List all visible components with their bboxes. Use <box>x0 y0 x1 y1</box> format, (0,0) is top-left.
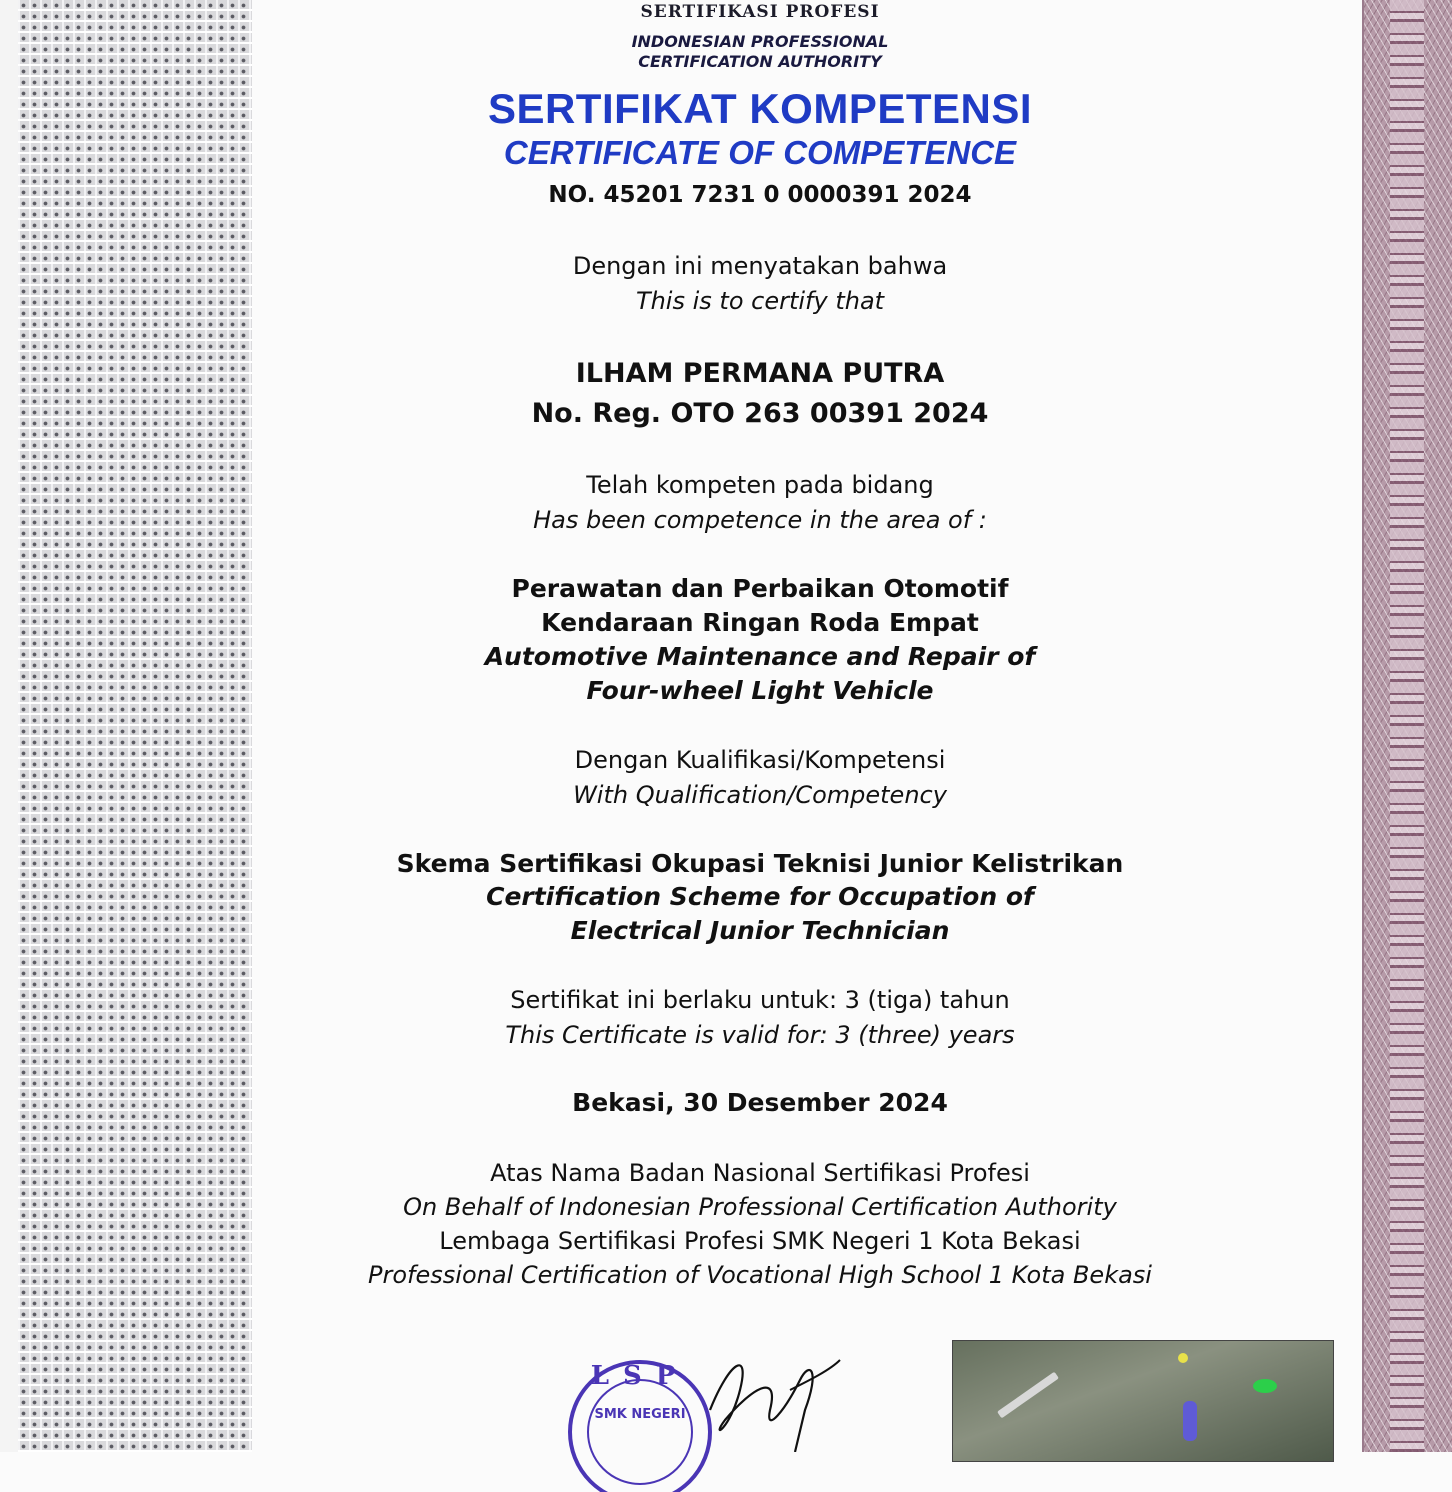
issuer-name-en-line1: INDONESIAN PROFESSIONAL <box>631 32 889 51</box>
behalf-text-en: On Behalf of Indonesian Professional Certification Authority <box>403 1193 1117 1221</box>
certificate-number: NO. 45201 7231 0 0000391 2024 <box>548 182 972 208</box>
certify-text-en: This is to certify that <box>635 287 885 315</box>
holder-photo <box>952 1340 1334 1462</box>
qualification-scheme-en-line2: Electrical Junior Technician <box>570 916 950 945</box>
photo-detail <box>1253 1379 1277 1393</box>
issuer-name: SERTIFIKASI PROFESI <box>640 2 880 22</box>
registration-number: No. Reg. OTO 263 00391 2024 <box>531 398 989 429</box>
area-line2: Kendaraan Ringan Roda Empat <box>541 608 979 637</box>
signature <box>690 1350 860 1452</box>
area-en-line1: Automotive Maintenance and Repair of <box>484 642 1036 671</box>
svg-text:SMK NEGERI: SMK NEGERI <box>594 1407 686 1422</box>
validity-text: Sertifikat ini berlaku untuk: 3 (tiga) tahun <box>510 986 1010 1014</box>
issuer-name-en-line2: CERTIFICATION AUTHORITY <box>638 52 882 71</box>
qualification-intro-en: With Qualification/Competency <box>573 781 947 809</box>
qualification-intro: Dengan Kualifikasi/Kompetensi <box>574 746 946 774</box>
place-date: Bekasi, 30 Desember 2024 <box>572 1088 948 1117</box>
qualification-scheme-en-line1: Certification Scheme for Occupation of <box>486 882 1034 911</box>
photo-detail <box>997 1372 1059 1419</box>
lsp-name-en: Professional Certification of Vocational High School 1 Kota Bekasi <box>368 1261 1152 1289</box>
photo-detail <box>1183 1401 1197 1441</box>
certificate-title-en: CERTIFICATE OF COMPETENCE <box>503 134 1017 171</box>
behalf-text: Atas Nama Badan Nasional Sertifikasi Profesi <box>490 1159 1030 1187</box>
certify-text: Dengan ini menyatakan bahwa <box>572 252 948 280</box>
svg-text:LSP: LSP <box>590 1361 690 1391</box>
guilloche-border <box>1362 0 1452 1452</box>
area-en-line2: Four-wheel Light Vehicle <box>586 676 934 705</box>
area-intro-en: Has been competence in the area of : <box>533 506 987 534</box>
area-intro: Telah kompeten pada bidang <box>586 471 934 499</box>
certificate-title: SERTIFIKAT KOMPETENSI <box>487 85 1033 132</box>
lsp-name: Lembaga Sertifikasi Profesi SMK Negeri 1 Kota Bekasi <box>439 1227 1081 1255</box>
page-margin <box>0 0 18 1452</box>
qualification-scheme: Skema Sertifikasi Okupasi Teknisi Junior Kelistrikan <box>396 849 1124 878</box>
area-line1: Perawatan dan Perbaikan Otomotif <box>511 574 1009 603</box>
photo-detail <box>1178 1353 1188 1363</box>
security-pattern-strip <box>18 0 252 1452</box>
holder-name: ILHAM PERMANA PUTRA <box>575 358 945 389</box>
validity-text-en: This Certificate is valid for: 3 (three) years <box>505 1021 1015 1049</box>
guilloche-band <box>1390 0 1424 1452</box>
